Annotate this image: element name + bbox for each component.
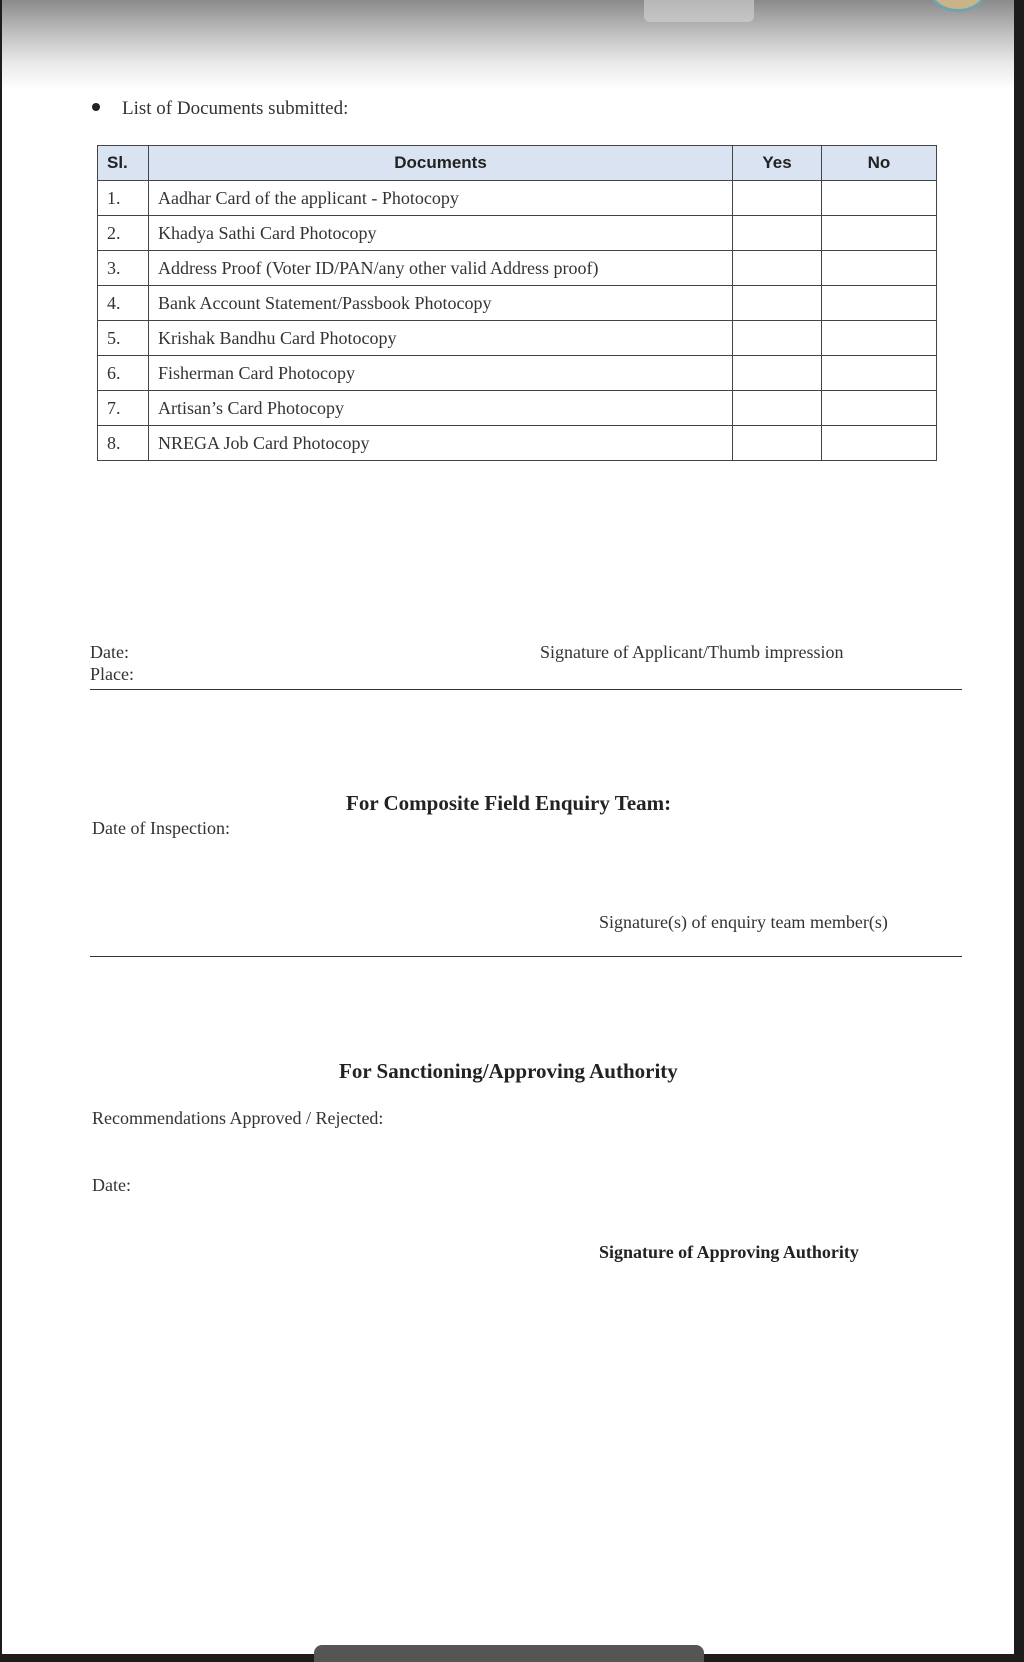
- row-yes-cell: [733, 321, 822, 356]
- row-sl: 8.: [98, 426, 149, 461]
- authority-heading: For Sanctioning/Approving Authority: [339, 1059, 678, 1083]
- top-shadow: [2, 0, 1014, 90]
- section-divider: [90, 956, 962, 957]
- row-document: Artisan’s Card Photocopy: [149, 391, 733, 426]
- authority-signature-label: Signature of Approving Authority: [599, 1242, 859, 1262]
- col-header-no: No: [822, 146, 937, 181]
- table-row: [98, 251, 937, 286]
- row-no-cell: [822, 251, 937, 286]
- row-yes-cell: [733, 391, 822, 426]
- documents-intro: [92, 98, 348, 120]
- table-row: [98, 391, 937, 426]
- documents-table-header: [98, 146, 937, 181]
- applicant-signature-label: Signature of Applicant/Thumb impression: [540, 642, 844, 662]
- row-yes-cell: [733, 426, 822, 461]
- row-no-cell: [822, 216, 937, 251]
- row-yes-cell: [733, 181, 822, 216]
- row-document: Fisherman Card Photocopy: [149, 356, 733, 391]
- enquiry-signature-label: Signature(s) of enquiry team member(s): [599, 912, 888, 932]
- date-of-inspection-label: Date of Inspection:: [92, 818, 230, 838]
- row-yes-cell: [733, 251, 822, 286]
- document-page: [2, 0, 1014, 1654]
- row-no-cell: [822, 286, 937, 321]
- documents-table: [97, 145, 937, 461]
- row-no-cell: [822, 356, 937, 391]
- table-row: [98, 216, 937, 251]
- row-sl: 2.: [98, 216, 149, 251]
- col-header-documents: Documents: [149, 146, 733, 181]
- screen-edge: [1014, 0, 1024, 1662]
- row-sl: 7.: [98, 391, 149, 426]
- top-pull-tab: [644, 0, 754, 22]
- section-divider: [90, 689, 962, 690]
- row-yes-cell: [733, 356, 822, 391]
- row-sl: 5.: [98, 321, 149, 356]
- row-yes-cell: [733, 216, 822, 251]
- col-header-yes: Yes: [733, 146, 822, 181]
- row-document: Khadya Sathi Card Photocopy: [149, 216, 733, 251]
- row-sl: 4.: [98, 286, 149, 321]
- table-row: [98, 286, 937, 321]
- documents-intro-text: List of Documents submitted:: [122, 98, 349, 119]
- recommendations-label: Recommendations Approved / Rejected:: [92, 1108, 384, 1128]
- applicant-place-label: Place:: [90, 664, 134, 684]
- table-row: [98, 426, 937, 461]
- authority-date-label: Date:: [92, 1175, 131, 1195]
- table-row: [98, 181, 937, 216]
- row-document: Bank Account Statement/Passbook Photocopy: [149, 286, 733, 321]
- row-document: NREGA Job Card Photocopy: [149, 426, 733, 461]
- row-no-cell: [822, 426, 937, 461]
- enquiry-heading: For Composite Field Enquiry Team:: [346, 791, 672, 815]
- row-yes-cell: [733, 286, 822, 321]
- table-row: [98, 321, 937, 356]
- row-document: Address Proof (Voter ID/PAN/any other valid Address proof): [149, 251, 733, 286]
- row-no-cell: [822, 181, 937, 216]
- row-document: Aadhar Card of the applicant - Photocopy: [149, 181, 733, 216]
- applicant-date-label: Date:: [90, 642, 129, 662]
- row-sl: 1.: [98, 181, 149, 216]
- row-sl: 3.: [98, 251, 149, 286]
- row-no-cell: [822, 391, 937, 426]
- row-no-cell: [822, 321, 937, 356]
- row-document: Krishak Bandhu Card Photocopy: [149, 321, 733, 356]
- home-indicator[interactable]: [314, 1645, 704, 1662]
- row-sl: 6.: [98, 356, 149, 391]
- table-row: [98, 356, 937, 391]
- col-header-sl: Sl.: [98, 146, 149, 181]
- bullet-icon: [92, 103, 100, 111]
